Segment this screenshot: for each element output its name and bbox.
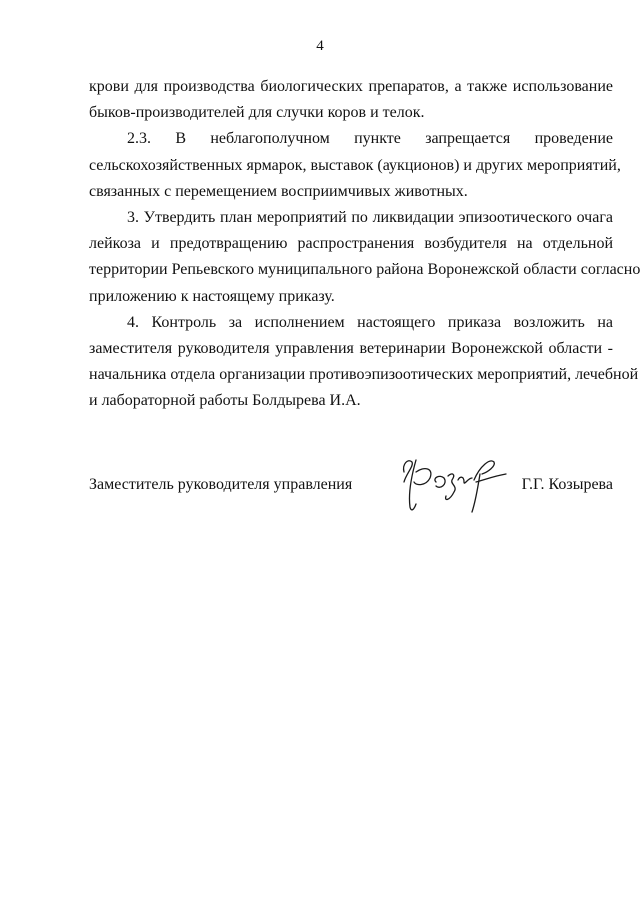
text-line: крови для производства биологических препаратов, а также использование (89, 78, 613, 95)
handwritten-signature (394, 452, 514, 522)
text-line: приложению к настоящему приказу. (89, 287, 335, 305)
text-line: территории Репьевского муниципального района Воронежской области согласно (89, 261, 640, 279)
page-number: 4 (316, 38, 324, 54)
text-line: начальника отдела организации противоэпизоотических мероприятий, лечебной (89, 366, 639, 384)
text-line: 4. Контроль за исполнением настоящего приказа возложить на (127, 313, 613, 331)
text-line: быков-производителей для случки коров и телок. (89, 104, 425, 122)
signatory-position: Заместитель руководителя управления (89, 476, 353, 493)
paragraph-4 (89, 310, 639, 415)
text-line: заместителя руководителя управления ветеринарии Воронежской области - (89, 340, 613, 358)
text-line: 3. Утвердить план мероприятий по ликвидации эпизоотического очага (127, 209, 613, 227)
text-line: лейкоза и предотвращению распространения возбудителя на отдельной (89, 235, 613, 253)
paragraph-2-3 (89, 126, 621, 205)
paragraph-continuation (89, 74, 613, 126)
document-body (89, 74, 640, 415)
paragraph-3 (89, 205, 640, 310)
text-line: сельскохозяйственных ярмарок, выставок (аукционов) и других мероприятий, (89, 156, 621, 174)
text-line: 2.3. В неблагополучном пункте запрещается проведение (127, 130, 613, 148)
text-line: связанных с перемещением восприимчивых животных. (89, 182, 468, 200)
text-line: и лабораторной работы Болдырева И.А. (89, 392, 361, 410)
signature-block (89, 474, 613, 534)
signatory-name: Г.Г. Козырева (521, 476, 613, 493)
